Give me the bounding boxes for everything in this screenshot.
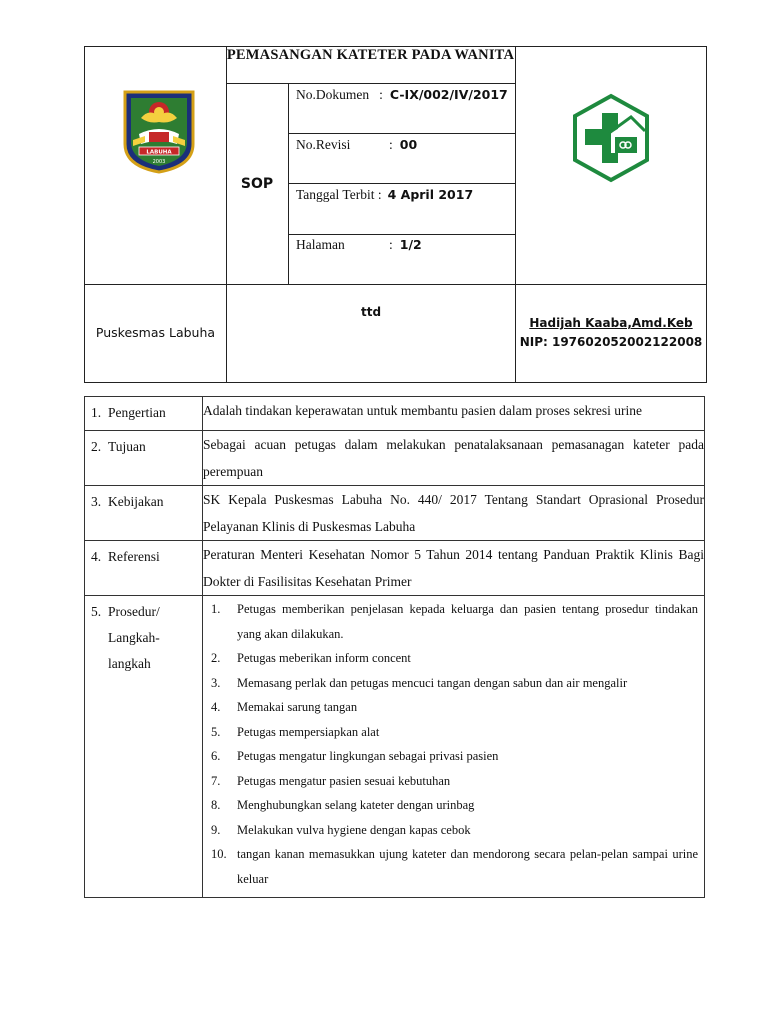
regional-emblem-logo: [119, 88, 199, 174]
field-value: 1/2: [399, 237, 422, 252]
institution-name: Puskesmas Labuha: [95, 325, 216, 340]
field-no-revisi: [296, 136, 417, 154]
step-text: Petugas memberikan penjelasan kepada keluarga dan pasien tentang prosedur tindakan yang akan dilakukan.: [237, 602, 698, 641]
divider: [288, 234, 516, 235]
procedure-steps-list: [211, 597, 698, 891]
step-number: 10.: [211, 847, 227, 861]
field-separator: :: [379, 87, 383, 102]
table-row: [85, 486, 705, 541]
field-value: 00: [399, 137, 418, 152]
section-number: 1.: [91, 405, 102, 420]
field-no-dokumen: [296, 86, 508, 104]
field-value: 4 April 2017: [387, 187, 474, 202]
step-number: 4.: [211, 700, 221, 714]
signature-text: ttd: [360, 305, 382, 319]
emblem-year-text: 2003: [152, 159, 166, 165]
list-item: [211, 744, 698, 769]
step-number: 7.: [211, 773, 221, 788]
divider: [226, 46, 227, 383]
list-item: [211, 671, 698, 696]
field-tanggal-terbit: [296, 186, 473, 204]
list-item: [211, 842, 698, 891]
divider: [84, 284, 707, 285]
step-text: Petugas mengatur pasien sesuai kebutuhan: [237, 773, 451, 788]
step-number: 5.: [211, 724, 221, 739]
table-row: [85, 596, 705, 898]
list-item: [211, 695, 698, 720]
divider: [226, 83, 516, 84]
section-content: Peraturan Menteri Kesehatan Nomor 5 Tahun 2014 tentang Panduan Praktik Klinis Bagi Dokter di Fasilisitas Kesehatan Primer: [203, 541, 705, 596]
step-number: 6.: [211, 749, 221, 763]
list-item: [211, 597, 698, 646]
sop-content-table: [84, 396, 705, 898]
step-text: Petugas meberikan inform concent: [237, 651, 411, 665]
list-item: [211, 720, 698, 745]
divider: [288, 133, 516, 134]
section-label: Tujuan: [108, 439, 146, 454]
table-row: [85, 397, 705, 431]
field-label: No.Revisi: [296, 137, 351, 152]
table-row: [85, 431, 705, 486]
signer-nip: NIP: 197602052002122008: [519, 335, 703, 349]
step-number: 2.: [211, 651, 221, 665]
field-separator: :: [389, 237, 393, 252]
table-row: [85, 541, 705, 596]
field-label: Halaman: [296, 237, 345, 252]
list-item: [211, 818, 698, 843]
step-number: 8.: [211, 798, 221, 812]
section-label: Kebijakan: [108, 494, 164, 509]
field-label: No.Dokumen: [296, 87, 370, 102]
step-text: Menghubungkan selang kateter dengan urinbag: [237, 798, 475, 812]
section-label: Prosedur/ Langkah-langkah: [108, 604, 160, 671]
section-content: SK Kepala Puskesmas Labuha No. 440/ 2017 Tentang Standart Oprasional Prosedur Pelayanan Klinis di Puskesmas Labuha: [203, 486, 705, 541]
step-number: 3.: [211, 675, 221, 690]
sop-label: SOP: [240, 176, 274, 192]
step-text: Petugas mempersiapkan alat: [237, 724, 380, 739]
step-text: tangan kanan memasukkan ujung kateter dan mendorong secara pelan-pelan sampai urine keluar: [237, 847, 698, 886]
field-halaman: [296, 236, 422, 254]
list-item: [211, 646, 698, 671]
divider: [288, 183, 516, 184]
step-number: 1.: [211, 602, 221, 616]
document-title: PEMASANGAN KATETER PADA WANITA: [226, 47, 515, 63]
step-text: Melakukan vulva hygiene dengan kapas cebok: [237, 822, 471, 837]
section-number: 2.: [91, 439, 102, 454]
step-text: Petugas mengatur lingkungan sebagai privasi pasien: [237, 749, 499, 763]
section-content: Adalah tindakan keperawatan untuk membantu pasien dalam proses sekresi urine: [203, 397, 705, 431]
field-label: Tanggal Terbit :: [296, 187, 382, 202]
section-label: Referensi: [108, 549, 160, 564]
divider: [515, 46, 516, 383]
step-number: 9.: [211, 822, 221, 837]
section-label: Pengertian: [108, 405, 166, 420]
step-text: Memasang perlak dan petugas mencuci tangan dengan sabun dan air mengalir: [237, 675, 628, 690]
field-separator: :: [389, 137, 393, 152]
emblem-banner-text: LABUHA: [146, 149, 172, 156]
section-content: Sebagai acuan petugas dalam melakukan penatalaksanaan pemasanagan kateter pada perempuan: [203, 431, 705, 486]
puskesmas-logo: [571, 93, 651, 183]
step-text: Memakai sarung tangan: [237, 700, 358, 714]
section-number: 3.: [91, 494, 102, 509]
field-value: C-IX/002/IV/2017: [389, 87, 508, 102]
list-item: [211, 793, 698, 818]
signer-name: Hadijah Kaaba,Amd.Keb: [529, 316, 693, 330]
section-number: 5.: [91, 604, 102, 619]
list-item: [211, 769, 698, 794]
section-number: 4.: [91, 549, 102, 564]
